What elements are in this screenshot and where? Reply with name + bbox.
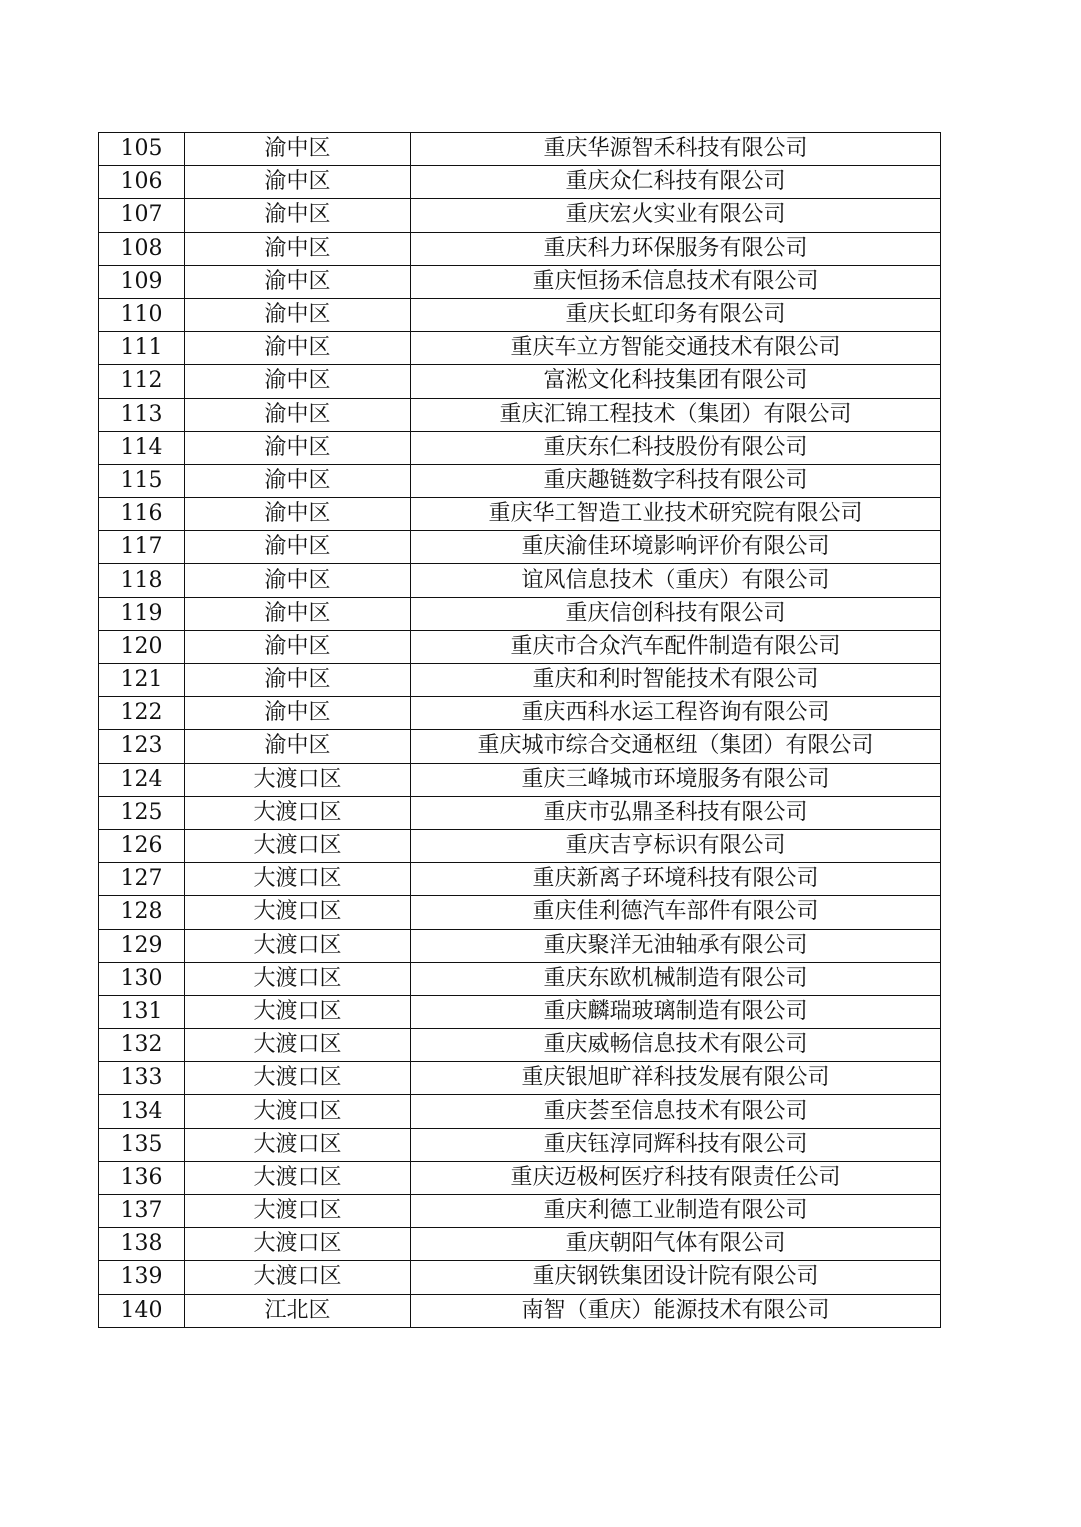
district-cell: 渝中区 xyxy=(185,265,411,298)
district-cell: 渝中区 xyxy=(185,166,411,199)
row-number-cell: 134 xyxy=(99,1095,185,1128)
row-number-cell: 124 xyxy=(99,763,185,796)
row-number-cell: 137 xyxy=(99,1195,185,1228)
row-number-cell: 136 xyxy=(99,1161,185,1194)
company-name-cell: 重庆和利时智能技术有限公司 xyxy=(411,664,941,697)
row-number-cell: 129 xyxy=(99,929,185,962)
district-cell: 渝中区 xyxy=(185,199,411,232)
district-cell: 大渡口区 xyxy=(185,962,411,995)
company-name-cell: 重庆利德工业制造有限公司 xyxy=(411,1195,941,1228)
company-name-cell: 谊风信息技术（重庆）有限公司 xyxy=(411,564,941,597)
company-name-cell: 重庆威畅信息技术有限公司 xyxy=(411,1029,941,1062)
row-number-cell: 123 xyxy=(99,730,185,763)
company-name-cell: 重庆市弘鼎圣科技有限公司 xyxy=(411,796,941,829)
company-name-cell: 重庆东欧机械制造有限公司 xyxy=(411,962,941,995)
company-name-cell: 重庆科力环保服务有限公司 xyxy=(411,232,941,265)
row-number-cell: 135 xyxy=(99,1128,185,1161)
table-row xyxy=(99,1095,941,1128)
company-name-cell: 富淞文化科技集团有限公司 xyxy=(411,365,941,398)
district-cell: 渝中区 xyxy=(185,664,411,697)
table-row xyxy=(99,1195,941,1228)
table-row xyxy=(99,531,941,564)
row-number-cell: 140 xyxy=(99,1294,185,1327)
district-cell: 渝中区 xyxy=(185,298,411,331)
district-cell: 渝中区 xyxy=(185,630,411,663)
table-row xyxy=(99,829,941,862)
company-name-cell: 重庆新离子环境科技有限公司 xyxy=(411,863,941,896)
company-name-cell: 重庆信创科技有限公司 xyxy=(411,597,941,630)
district-cell: 大渡口区 xyxy=(185,763,411,796)
company-name-cell: 重庆钰淳同辉科技有限公司 xyxy=(411,1128,941,1161)
row-number-cell: 115 xyxy=(99,464,185,497)
district-cell: 渝中区 xyxy=(185,398,411,431)
company-name-cell: 重庆佳利德汽车部件有限公司 xyxy=(411,896,941,929)
company-name-cell: 重庆恒扬禾信息技术有限公司 xyxy=(411,265,941,298)
company-name-cell: 重庆汇锦工程技术（集团）有限公司 xyxy=(411,398,941,431)
table-row xyxy=(99,332,941,365)
company-name-cell: 重庆银旭旷祥科技发展有限公司 xyxy=(411,1062,941,1095)
company-name-cell: 重庆趣链数字科技有限公司 xyxy=(411,464,941,497)
row-number-cell: 128 xyxy=(99,896,185,929)
table-row xyxy=(99,232,941,265)
row-number-cell: 109 xyxy=(99,265,185,298)
district-cell: 大渡口区 xyxy=(185,1128,411,1161)
table-row xyxy=(99,398,941,431)
document-page xyxy=(98,132,940,1328)
company-name-cell: 重庆麟瑞玻璃制造有限公司 xyxy=(411,995,941,1028)
table-row xyxy=(99,763,941,796)
company-name-cell: 重庆聚洋无油轴承有限公司 xyxy=(411,929,941,962)
row-number-cell: 138 xyxy=(99,1228,185,1261)
district-cell: 大渡口区 xyxy=(185,995,411,1028)
table-row xyxy=(99,431,941,464)
row-number-cell: 120 xyxy=(99,630,185,663)
row-number-cell: 126 xyxy=(99,829,185,862)
district-cell: 江北区 xyxy=(185,1294,411,1327)
row-number-cell: 113 xyxy=(99,398,185,431)
row-number-cell: 105 xyxy=(99,133,185,166)
row-number-cell: 111 xyxy=(99,332,185,365)
table-row xyxy=(99,995,941,1028)
district-cell: 渝中区 xyxy=(185,498,411,531)
district-cell: 渝中区 xyxy=(185,531,411,564)
district-cell: 大渡口区 xyxy=(185,1029,411,1062)
table-row xyxy=(99,564,941,597)
table-body xyxy=(99,133,941,1328)
table-row xyxy=(99,166,941,199)
district-cell: 大渡口区 xyxy=(185,1161,411,1194)
district-cell: 大渡口区 xyxy=(185,796,411,829)
table-row xyxy=(99,365,941,398)
district-cell: 渝中区 xyxy=(185,564,411,597)
company-name-cell: 重庆西科水运工程咨询有限公司 xyxy=(411,697,941,730)
row-number-cell: 106 xyxy=(99,166,185,199)
table-row xyxy=(99,962,941,995)
table-row xyxy=(99,863,941,896)
company-name-cell: 重庆朝阳气体有限公司 xyxy=(411,1228,941,1261)
district-cell: 大渡口区 xyxy=(185,863,411,896)
table-row xyxy=(99,664,941,697)
district-cell: 大渡口区 xyxy=(185,1095,411,1128)
row-number-cell: 130 xyxy=(99,962,185,995)
company-name-cell: 重庆众仁科技有限公司 xyxy=(411,166,941,199)
district-cell: 渝中区 xyxy=(185,133,411,166)
table-row xyxy=(99,1128,941,1161)
table-row xyxy=(99,1029,941,1062)
table-row xyxy=(99,730,941,763)
company-name-cell: 南智（重庆）能源技术有限公司 xyxy=(411,1294,941,1327)
company-name-cell: 重庆车立方智能交通技术有限公司 xyxy=(411,332,941,365)
company-name-cell: 重庆城市综合交通枢纽（集团）有限公司 xyxy=(411,730,941,763)
table-row xyxy=(99,929,941,962)
company-name-cell: 重庆三峰城市环境服务有限公司 xyxy=(411,763,941,796)
table-row xyxy=(99,1261,941,1294)
row-number-cell: 121 xyxy=(99,664,185,697)
row-number-cell: 112 xyxy=(99,365,185,398)
company-name-cell: 重庆市合众汽车配件制造有限公司 xyxy=(411,630,941,663)
company-name-cell: 重庆渝佳环境影响评价有限公司 xyxy=(411,531,941,564)
district-cell: 大渡口区 xyxy=(185,1195,411,1228)
district-cell: 大渡口区 xyxy=(185,1228,411,1261)
company-name-cell: 重庆荟至信息技术有限公司 xyxy=(411,1095,941,1128)
table-row xyxy=(99,298,941,331)
table-row xyxy=(99,265,941,298)
district-cell: 大渡口区 xyxy=(185,896,411,929)
row-number-cell: 122 xyxy=(99,697,185,730)
district-cell: 渝中区 xyxy=(185,464,411,497)
company-name-cell: 重庆华源智禾科技有限公司 xyxy=(411,133,941,166)
row-number-cell: 127 xyxy=(99,863,185,896)
table-row xyxy=(99,697,941,730)
table-row xyxy=(99,199,941,232)
table-row xyxy=(99,896,941,929)
district-cell: 渝中区 xyxy=(185,232,411,265)
row-number-cell: 108 xyxy=(99,232,185,265)
row-number-cell: 117 xyxy=(99,531,185,564)
district-cell: 大渡口区 xyxy=(185,929,411,962)
row-number-cell: 107 xyxy=(99,199,185,232)
row-number-cell: 110 xyxy=(99,298,185,331)
district-cell: 渝中区 xyxy=(185,365,411,398)
row-number-cell: 139 xyxy=(99,1261,185,1294)
district-cell: 渝中区 xyxy=(185,730,411,763)
district-cell: 大渡口区 xyxy=(185,1261,411,1294)
row-number-cell: 114 xyxy=(99,431,185,464)
table-row xyxy=(99,796,941,829)
row-number-cell: 133 xyxy=(99,1062,185,1095)
company-name-cell: 重庆迈极柯医疗科技有限责任公司 xyxy=(411,1161,941,1194)
company-name-cell: 重庆宏火实业有限公司 xyxy=(411,199,941,232)
district-cell: 渝中区 xyxy=(185,597,411,630)
table-row xyxy=(99,133,941,166)
company-list-table xyxy=(98,132,941,1328)
table-row xyxy=(99,1228,941,1261)
table-row xyxy=(99,1294,941,1327)
district-cell: 大渡口区 xyxy=(185,829,411,862)
district-cell: 渝中区 xyxy=(185,332,411,365)
district-cell: 渝中区 xyxy=(185,697,411,730)
table-row xyxy=(99,464,941,497)
row-number-cell: 125 xyxy=(99,796,185,829)
district-cell: 大渡口区 xyxy=(185,1062,411,1095)
company-name-cell: 重庆长虹印务有限公司 xyxy=(411,298,941,331)
row-number-cell: 118 xyxy=(99,564,185,597)
district-cell: 渝中区 xyxy=(185,431,411,464)
row-number-cell: 116 xyxy=(99,498,185,531)
company-name-cell: 重庆吉亨标识有限公司 xyxy=(411,829,941,862)
table-row xyxy=(99,1161,941,1194)
table-row xyxy=(99,1062,941,1095)
table-row xyxy=(99,498,941,531)
table-row xyxy=(99,630,941,663)
table-row xyxy=(99,597,941,630)
company-name-cell: 重庆钢铁集团设计院有限公司 xyxy=(411,1261,941,1294)
company-name-cell: 重庆东仁科技股份有限公司 xyxy=(411,431,941,464)
row-number-cell: 131 xyxy=(99,995,185,1028)
company-name-cell: 重庆华工智造工业技术研究院有限公司 xyxy=(411,498,941,531)
row-number-cell: 132 xyxy=(99,1029,185,1062)
row-number-cell: 119 xyxy=(99,597,185,630)
